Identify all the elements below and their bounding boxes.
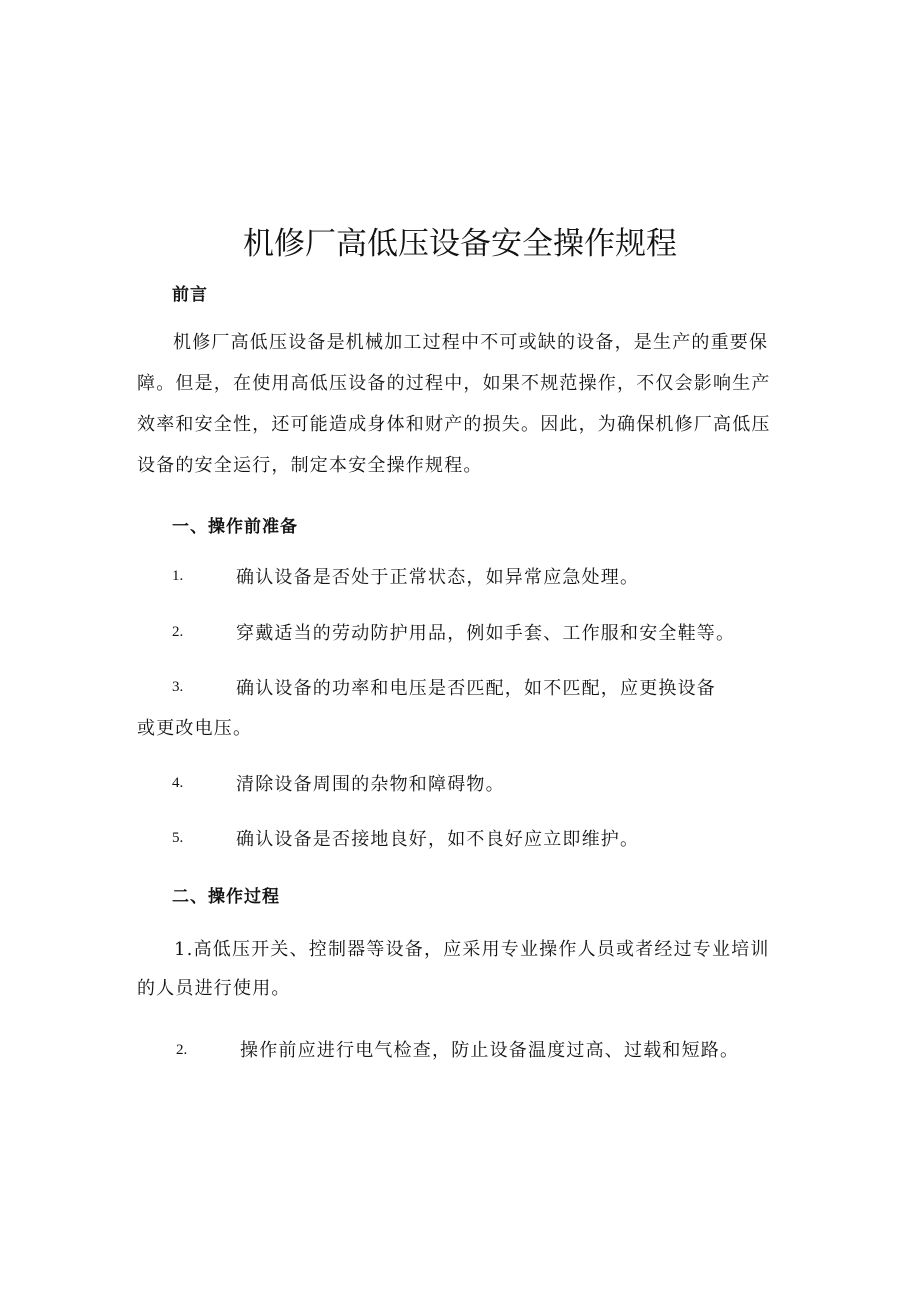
list-item-number: 4. <box>172 775 184 791</box>
list-item-text: 确认设备是否接地良好，如不良好应立即维护。 <box>236 829 640 850</box>
list-item-text: 操作前应进行电气检查，防止设备温度过高、过载和短路。 <box>240 1040 740 1061</box>
document-title: 机修厂高低压设备安全操作规程 <box>243 226 677 262</box>
list-item-number: 2. <box>176 1042 188 1058</box>
list-item-text: 穿戴适当的劳动防护用品，例如手套、工作服和安全鞋等。 <box>236 623 736 644</box>
section1-heading: 一、操作前准备 <box>172 517 298 537</box>
section2-heading: 二、操作过程 <box>172 887 280 907</box>
list-item-text: 1.高低压开关、控制器等设备，应采用专业操作人员或者经过专业培训 <box>174 939 770 960</box>
list-item-number: 2. <box>172 624 184 640</box>
list-item-continuation: 的人员进行使用。 <box>137 978 291 999</box>
list-item-text: 清除设备周围的杂物和障碍物。 <box>236 774 505 795</box>
preface-heading: 前言 <box>172 285 208 305</box>
list-item-number: 3. <box>172 679 184 695</box>
list-item-number: 5. <box>172 830 184 846</box>
list-item-text: 确认设备的功率和电压是否匹配，如不匹配，应更换设备 <box>236 678 716 699</box>
list-item-text: 确认设备是否处于正常状态，如异常应急处理。 <box>236 567 640 588</box>
preface-paragraph: 机修厂高低压设备是机械加工过程中不可或缺的设备，是生产的重要保障。但是，在使用高低压设备的过程中，如果不规范操作，不仅会影响生产效率和安全性，还可能造成身体和财产的损失。因此，为确保机修厂高低压设备的安全运行，制定本安全操作规程。 <box>137 332 771 476</box>
list-item-continuation: 或更改电压。 <box>137 718 253 739</box>
list-item-number: 1. <box>172 568 184 584</box>
